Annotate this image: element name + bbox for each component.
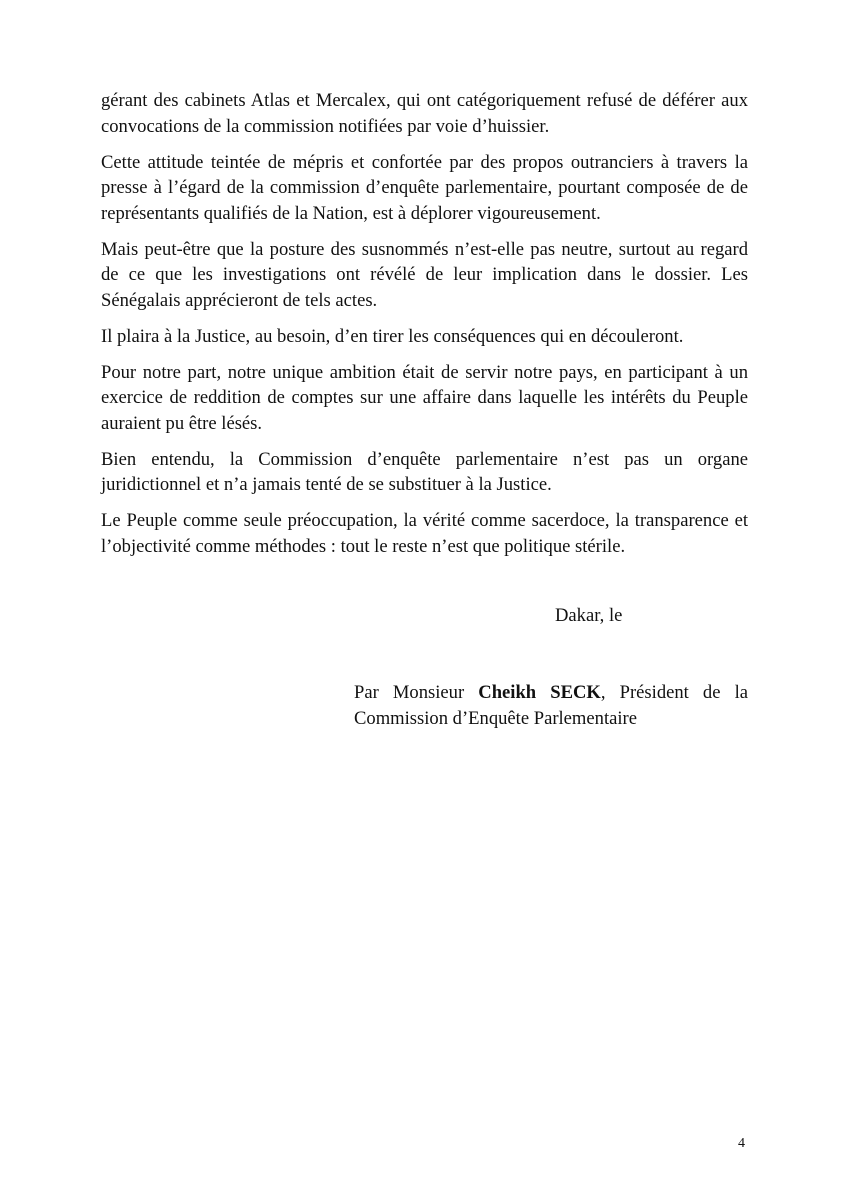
signature-line-1 — [354, 680, 748, 706]
signature-title: , Président de la — [600, 682, 748, 703]
page-number: 4 — [738, 1136, 745, 1151]
paragraph-conclusion: Le Peuple comme seule préoccupation, la vérité comme sacerdoce, la transparence et l’objectivité comme méthodes : tout le reste n’est que politique stérile. — [101, 510, 748, 557]
signature-prefix: Par Monsieur — [354, 682, 479, 703]
place-date: Dakar, le — [555, 605, 623, 626]
paragraph-attitude: Cette attitude teintée de mépris et confortée par des propos outranciers à travers la presse à l’égard de la commission d’enquête parlementaire, pourtant composée de de représentants qualifiés de la Nation, est à déplorer vigoureusement. — [101, 151, 748, 224]
paragraph-ambition: Pour notre part, notre unique ambition était de servir notre pays, en participant à un exercice de reddition de comptes sur une affaire dans laquelle les intérêts du Peuple auraient pu être lésés. — [101, 361, 748, 434]
signature-block — [354, 680, 748, 732]
signature-line-2: Commission d’Enquête Parlementaire — [354, 708, 637, 729]
paragraph-justice: Il plaira à la Justice, au besoin, d’en tirer les conséquences qui en découleront. — [101, 325, 684, 347]
paragraph-commission-role: Bien entendu, la Commission d’enquête parlementaire n’est pas un organe juridictionnel et n’a jamais tenté de se substituer à la Justice. — [101, 448, 748, 495]
paragraph-refusal: gérant des cabinets Atlas et Mercalex, qui ont catégoriquement refusé de déférer aux convocations de la commission notifiées par voie d’huissier. — [101, 90, 748, 137]
paragraph-posture: Mais peut-être que la posture des susnommés n’est-elle pas neutre, surtout au regard de ce que les investigations ont révélé de leur implication dans le dossier. Les Sénégalais apprécieront de tels actes. — [101, 238, 748, 311]
signatory-name: Cheikh SECK — [478, 682, 601, 703]
letter-body — [101, 88, 748, 559]
